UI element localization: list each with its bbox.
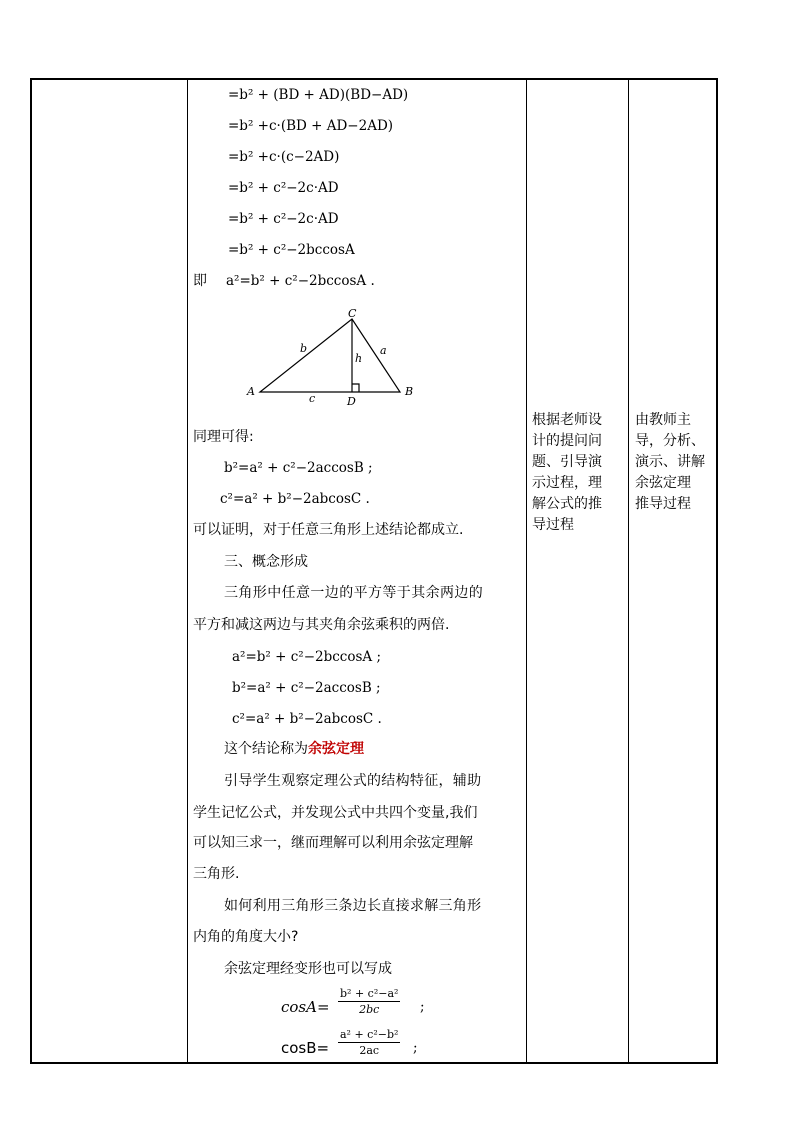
proof-note: 可以证明，对于任意三角形上述结论都成立. <box>193 522 464 538</box>
teacher-activity <box>635 410 705 515</box>
guide-line-3: 可以知三求一，继而理解可以利用余弦定理解 <box>193 835 473 851</box>
cos-b-end: ; <box>413 1040 418 1056</box>
triangle-figure <box>240 305 420 410</box>
cos-a-denominator: 2bc <box>359 1003 380 1016</box>
derivation-step-4: =b² + c²−2c·AD <box>228 180 339 196</box>
concept-line-2: 平方和减这两边与其夹角余弦乘积的两倍. <box>193 617 450 633</box>
teacher-activity-line: 推导过程 <box>635 496 691 512</box>
side-b-label: b <box>300 342 308 355</box>
cos-a-numerator: b² + c²−a² <box>340 987 399 1000</box>
vertex-c-label: C <box>348 307 357 320</box>
cos-a-end: ; <box>420 999 425 1015</box>
student-activity-line: 计的提问问 <box>532 433 602 449</box>
question-line-2: 内角的角度大小? <box>193 929 299 945</box>
cos-b-label: cosB= <box>281 1039 330 1057</box>
cos-b-fraction <box>338 1027 400 1058</box>
derivation-step-5: =b² + c²−2c·AD <box>228 211 339 227</box>
theorem-line <box>224 740 364 758</box>
derivation-step-6: =b² + c²−2bccosA <box>228 242 355 258</box>
guide-line-4: 三角形. <box>193 866 240 882</box>
teacher-activity-line: 余弦定理 <box>635 475 691 491</box>
student-activity <box>532 410 602 536</box>
ji-label: 即 <box>193 273 207 289</box>
guide-line-2: 学生记忆公式，并发现公式中共四个变量,我们 <box>193 805 478 821</box>
teacher-activity-line: 演示、讲解 <box>635 454 705 470</box>
cos-a-fraction <box>338 986 400 1017</box>
vertex-a-label: A <box>247 385 255 398</box>
guide-line-1: 引导学生观察定理公式的结构特征，辅助 <box>224 773 482 789</box>
column-divider <box>628 80 629 1062</box>
student-activity-line: 示过程，理 <box>532 475 602 491</box>
formula-3: c²=a² + b²−2abcosC . <box>232 711 382 727</box>
question-line-1: 如何利用三角形三条边长直接求解三角形 <box>224 898 482 914</box>
cos-b-numerator: a² + c²−b² <box>340 1028 399 1041</box>
column-divider <box>526 80 527 1062</box>
derivation-step-1: =b² + (BD + AD)(BD−AD) <box>228 87 409 103</box>
similar-eq-b: b²=a² + c²−2accosB ; <box>224 460 373 476</box>
student-activity-line: 根据老师设 <box>532 412 602 428</box>
derivation-step-2: =b² +c·(BD + AD−2AD) <box>228 118 394 134</box>
formula-2: b²=a² + c²−2accosB ; <box>232 680 381 696</box>
student-activity-line: 题、引导演 <box>532 454 602 470</box>
column-divider <box>187 80 188 1062</box>
student-activity-line: 解公式的推 <box>532 496 602 512</box>
theorem-prefix: 这个结论称为 <box>224 741 308 757</box>
vertex-b-label: B <box>405 385 414 398</box>
teacher-activity-line: 由教师主 <box>635 412 691 428</box>
cos-b-denominator: 2ac <box>359 1044 380 1057</box>
cos-a-label: cosA= <box>281 998 330 1016</box>
section-title: 三、概念形成 <box>224 554 308 570</box>
similar-eq-c: c²=a² + b²−2abcosC . <box>220 491 370 507</box>
lesson-table <box>30 78 718 1064</box>
formula-1: a²=b² + c²−2bccosA ; <box>232 649 382 665</box>
theorem-name: 余弦定理 <box>308 741 364 757</box>
vertex-d-label: D <box>347 395 356 408</box>
height-label: h <box>355 352 363 365</box>
derivation-step-3: =b² +c·(c−2AD) <box>228 149 340 165</box>
concept-line-1: 三角形中任意一边的平方等于其余两边的 <box>224 585 484 601</box>
teacher-activity-line: 导，分析、 <box>635 433 705 449</box>
derivation-result: a²=b² + c²−2bccosA . <box>226 273 375 289</box>
side-c-label: c <box>309 392 316 405</box>
side-a-label: a <box>380 344 387 357</box>
transform-intro: 余弦定理经变形也可以写成 <box>224 961 392 977</box>
student-activity-line: 导过程 <box>532 517 574 533</box>
similar-intro: 同理可得: <box>193 429 254 445</box>
